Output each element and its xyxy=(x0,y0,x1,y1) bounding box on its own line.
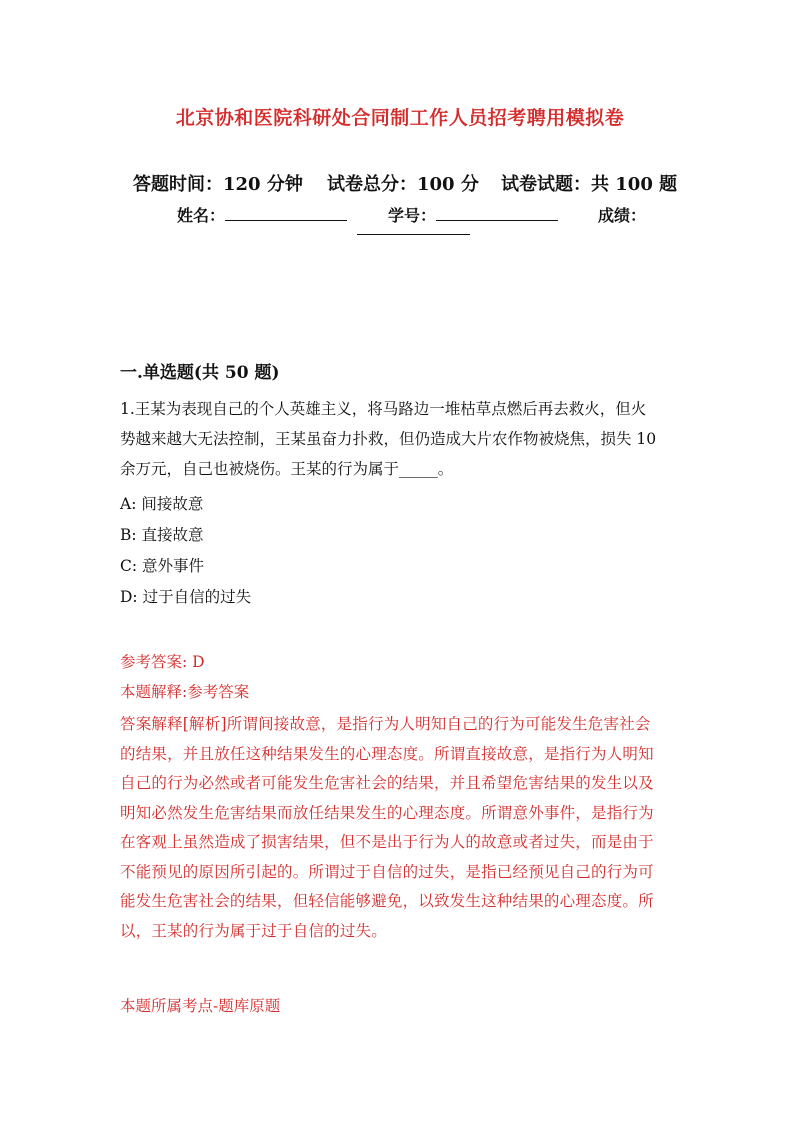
exam-time: 答题时间：120 分钟 xyxy=(133,174,303,195)
option-b[interactable]: B: 直接故意 xyxy=(120,526,204,544)
section-title: 一.单选题(共 50 题) xyxy=(120,363,280,383)
exam-question-count: 试卷试题：共 100 题 xyxy=(501,174,678,195)
explanation-line: 明知必然发生危害结果而放任结果发生的心理态度。所谓意外事件，是指行为 xyxy=(120,803,654,822)
student-id-field[interactable] xyxy=(388,203,558,226)
name-field[interactable] xyxy=(177,203,347,226)
score-label: 成绩： xyxy=(598,206,647,225)
question-line: 余万元，自己也被烧伤。王某的行为属于_____。 xyxy=(120,460,454,478)
explanation-text xyxy=(120,710,686,946)
option-c[interactable]: C: 意外事件 xyxy=(120,557,205,575)
option-a[interactable]: A: 间接故意 xyxy=(120,495,204,513)
reference-answer: 参考答案: D xyxy=(120,653,205,671)
explanation-line: 自己的行为必然或者可能发生危害社会的结果，并且希望危害结果的发生以及 xyxy=(120,774,654,792)
explanation-line: 能发生危害社会的结果，但轻信能够避免，以致发生这种结果的心理态度。所 xyxy=(120,892,654,910)
student-id-label: 学号： xyxy=(388,206,437,225)
name-blank[interactable] xyxy=(225,219,347,221)
exam-title: 北京协和医院科研处合同制工作人员招考聘用模拟卷 xyxy=(175,107,625,129)
name-label: 姓名： xyxy=(177,206,226,225)
topic-label: 本题所属考点-题库原题 xyxy=(120,997,281,1015)
score-field[interactable] xyxy=(598,203,646,226)
explanation-line: 不能预见的原因所引起的。所谓过于自信的过失，是指已经预见自己的行为可 xyxy=(120,862,654,881)
explanation-line: 的结果，并且放任这种结果发生的心理态度。所谓直接故意，是指行为人明知 xyxy=(120,744,654,763)
explanation-line: 以，王某的行为属于过于自信的过失。 xyxy=(120,921,387,940)
exam-total-score: 试卷总分：100 分 xyxy=(327,174,479,195)
question-line: 1.王某为表现自己的个人英雄主义，将马路边一堆枯草点燃后再去救火，但火 xyxy=(120,400,647,418)
explanation-line: 答案解释[解析]所谓间接故意，是指行为人明知自己的行为可能发生危害社会 xyxy=(120,715,651,733)
question-line: 势越来越大无法控制，王某虽奋力扑救，但仍造成大片农作物被烧焦，损失 10 xyxy=(120,430,657,448)
student-id-blank[interactable] xyxy=(436,219,558,221)
explanation-line: 在客观上虽然造成了损害结果，但不是出于行为人的故意或者过失，而是由于 xyxy=(120,833,654,851)
option-d[interactable]: D: 过于自信的过失 xyxy=(120,588,252,606)
score-blank[interactable] xyxy=(357,234,470,235)
explanation-label: 本题解释:参考答案 xyxy=(120,683,250,701)
